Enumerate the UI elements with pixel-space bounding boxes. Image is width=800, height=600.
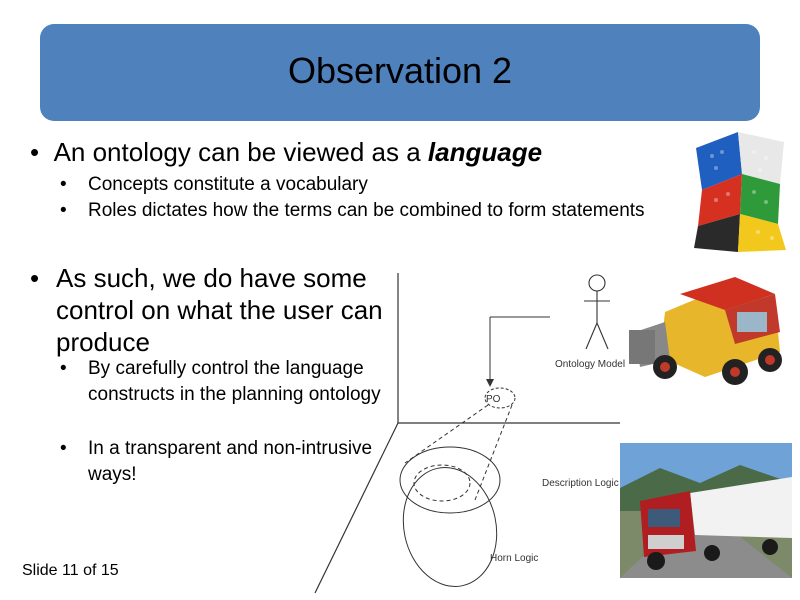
person-icon: [584, 275, 610, 349]
bullet-dot: •: [30, 263, 40, 293]
inner-dashed-ellipse: [414, 465, 470, 501]
bullet-dot: •: [30, 137, 54, 167]
sub-bullet-text: Roles dictates how the terms can be combined to form statements: [88, 200, 645, 221]
bullet-text: As such, we do have some control on what the user can produce: [56, 263, 383, 357]
slide-title: Observation 2: [287, 50, 513, 91]
description-logic-ellipse: [400, 447, 500, 513]
ontology-model-label: Ontology Model: [555, 359, 626, 370]
truck-photo: [620, 443, 792, 578]
bullet-emphasis: language: [427, 137, 543, 167]
lego-truck-image: [625, 272, 795, 397]
bullet-ontology-language: [30, 137, 542, 168]
logic-diagram: [310, 265, 630, 595]
horn-logic-label: Horn Logic: [490, 553, 539, 564]
diagonal-axis: [315, 423, 398, 593]
cone-line-left: [405, 405, 488, 463]
sub-bullet-text: In a transparent and non-intrusive ways!: [88, 438, 373, 485]
lego-bricks-image: [688, 128, 792, 258]
description-logic-label: Description Logic: [542, 478, 619, 489]
sub-bullet-roles: [60, 198, 680, 224]
arrow-head: [486, 379, 494, 387]
po-label: PO: [486, 394, 501, 405]
sub-bullet-dot: •: [60, 174, 67, 195]
slide-number: Slide 11 of 15: [22, 562, 119, 579]
horn-logic-ellipse: [393, 459, 508, 595]
sub-bullet-text: Concepts constitute a vocabulary: [88, 174, 368, 195]
sub-bullet-dot: •: [60, 358, 67, 379]
sub-bullet-text: By carefully control the language constructs in the planning ontology: [88, 358, 381, 405]
sub-bullet-vocabulary: [60, 172, 680, 198]
sub-bullet-dot: •: [60, 200, 67, 221]
bullet-text: An ontology can be viewed as a: [53, 137, 428, 167]
sub-bullet-dot: •: [60, 438, 67, 459]
